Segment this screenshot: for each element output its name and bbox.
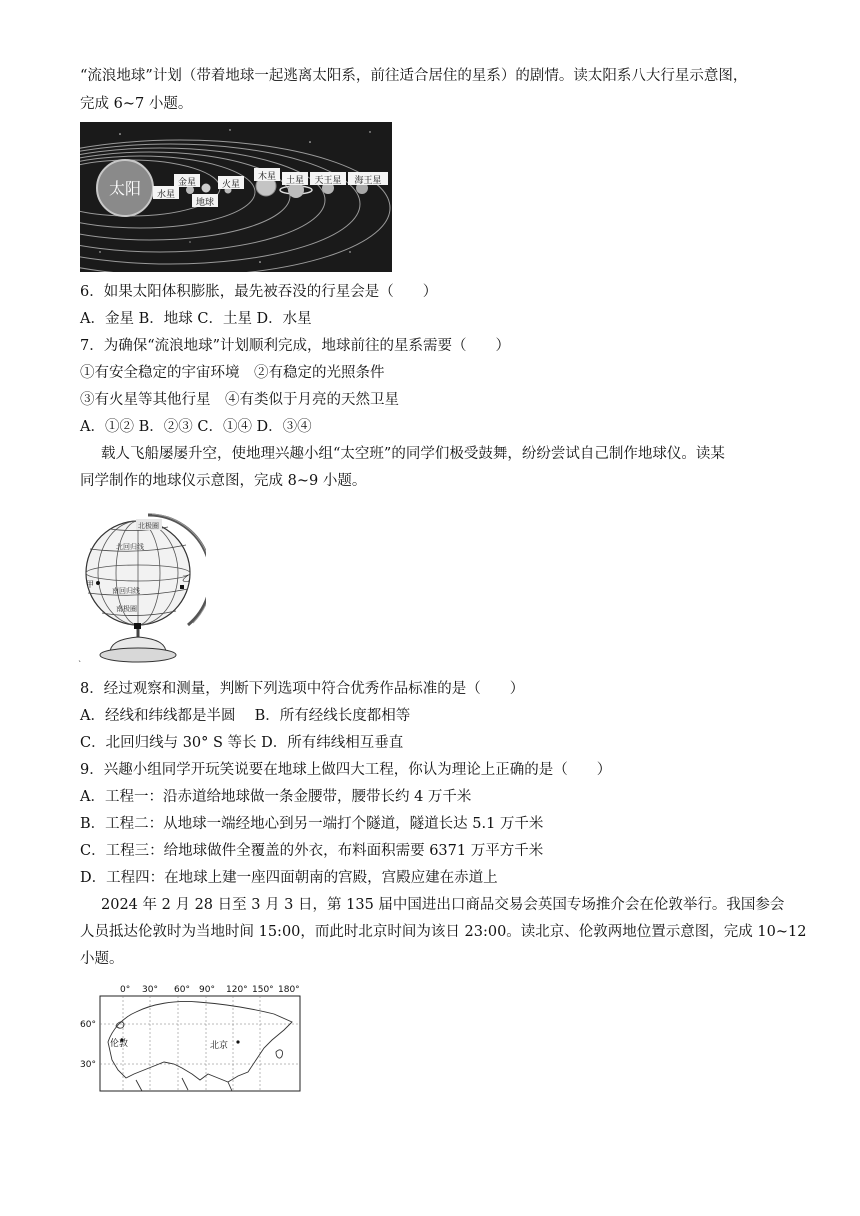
intro-8-9-line-1: 载人飞船屡屡升空，使地理兴趣小组“太空班”的同学们极受鼓舞，纷纷尝试自己制作地球仪。读某: [101, 446, 725, 462]
solar-system-figure: [80, 122, 392, 272]
q9-option-c: C．工程三：给地球做件全覆盖的外衣，布料面积需要 6371 万平方千米: [80, 843, 544, 859]
q6-stem: 6．如果太阳体积膨胀，最先被吞没的行星会是（ ）: [80, 284, 438, 300]
jupiter-label: 木星: [257, 172, 277, 182]
mars-label: 火星: [221, 180, 241, 190]
point-jia-label: 甲: [86, 580, 94, 589]
lon-label-120: 120°: [226, 985, 248, 995]
q7-options: A．①② B．②③ C．①④ D．③④: [80, 419, 312, 435]
q7-item-1: ①有安全稳定的宇宙环境 ②有稳定的光照条件: [80, 365, 385, 381]
intro-10-12-line-2: 人员抵达伦敦时为当地时间 15:00，而此时北京时间为该日 23:00。读北京、伦敦两地位置示意图，完成 10~12: [80, 924, 807, 940]
arctic-circle-label: 北极圈: [138, 522, 159, 530]
tick-mark: `: [78, 660, 82, 669]
neptune-label: 海王星: [354, 176, 382, 186]
q8-stem: 8．经过观察和测量，判断下列选项中符合优秀作品标准的是（ ）: [80, 681, 525, 697]
lon-label-180: 180°: [278, 985, 300, 995]
lon-label-0: 0°: [120, 985, 131, 995]
world-map-figure: [78, 982, 306, 1094]
intro-10-12-line-3: 小题。: [80, 951, 124, 967]
sun-label: 太阳: [108, 179, 142, 198]
lat-label-30: 30°: [80, 1060, 96, 1070]
mercury-label: 水星: [156, 190, 176, 200]
q8-options-ab: A．经线和纬线都是半圆 B．所有经线长度都相等: [80, 708, 411, 724]
solar-system-diagram: [80, 122, 392, 272]
lon-label-60: 60°: [174, 985, 190, 995]
lon-label-150: 150°: [252, 985, 274, 995]
q7-stem: 7．为确保“流浪地球”计划顺利完成，地球前往的星系需要（ ）: [80, 338, 511, 354]
intro-6-7-line-2: 完成 6~7 小题。: [80, 96, 193, 112]
q9-option-a: A．工程一：沿赤道给地球做一条金腰带，腰带长约 4 万千米: [80, 789, 472, 805]
tropic-cancer-label: 北回归线: [116, 543, 144, 551]
world-map: [78, 982, 306, 1094]
point-yi-label: 乙: [182, 574, 190, 583]
globe-figure: [76, 505, 206, 670]
intro-8-9-line-2: 同学制作的地球仪示意图，完成 8~9 小题。: [80, 473, 367, 489]
tropic-capricorn-label: 南回归线: [112, 587, 140, 595]
q9-option-b: B．工程二：从地球一端经地心到另一端打个隧道，隧道长达 5.1 万千米: [80, 816, 544, 832]
london-label: 伦敦: [110, 1039, 129, 1049]
q6-options: A．金星 B．地球 C．土星 D．水星: [80, 311, 312, 327]
lat-label-60: 60°: [80, 1020, 96, 1030]
venus-label: 金星: [177, 178, 197, 188]
lon-label-30: 30°: [142, 985, 158, 995]
intro-6-7-line-1: “流浪地球”计划（带着地球一起逃离太阳系，前往适合居住的星系）的剧情。读太阳系八大行星示意图，: [80, 68, 748, 84]
globe-diagram: [76, 505, 206, 670]
q8-options-cd: C．北回归线与 30° S 等长 D．所有纬线相互垂直: [80, 735, 404, 751]
q9-stem: 9．兴趣小组同学开玩笑说要在地球上做四大工程，你认为理论上正确的是（ ）: [80, 762, 612, 778]
saturn-label: 土星: [285, 176, 305, 186]
intro-10-12-line-1: 2024 年 2 月 28 日至 3 月 3 日，第 135 届中国进出口商品交易会英国专场推介会在伦敦举行。我国参会: [101, 897, 785, 913]
lon-label-90: 90°: [199, 985, 215, 995]
uranus-label: 天王星: [314, 176, 342, 186]
earth-label: 地球: [195, 198, 215, 208]
q9-option-d: D．工程四：在地球上建一座四面朝南的宫殿，宫殿应建在赤道上: [80, 870, 498, 886]
antarctic-circle-label: 南极圈: [116, 605, 137, 613]
beijing-label: 北京: [210, 1041, 229, 1051]
q7-item-2: ③有火星等其他行星 ④有类似于月亮的天然卫星: [80, 392, 399, 408]
